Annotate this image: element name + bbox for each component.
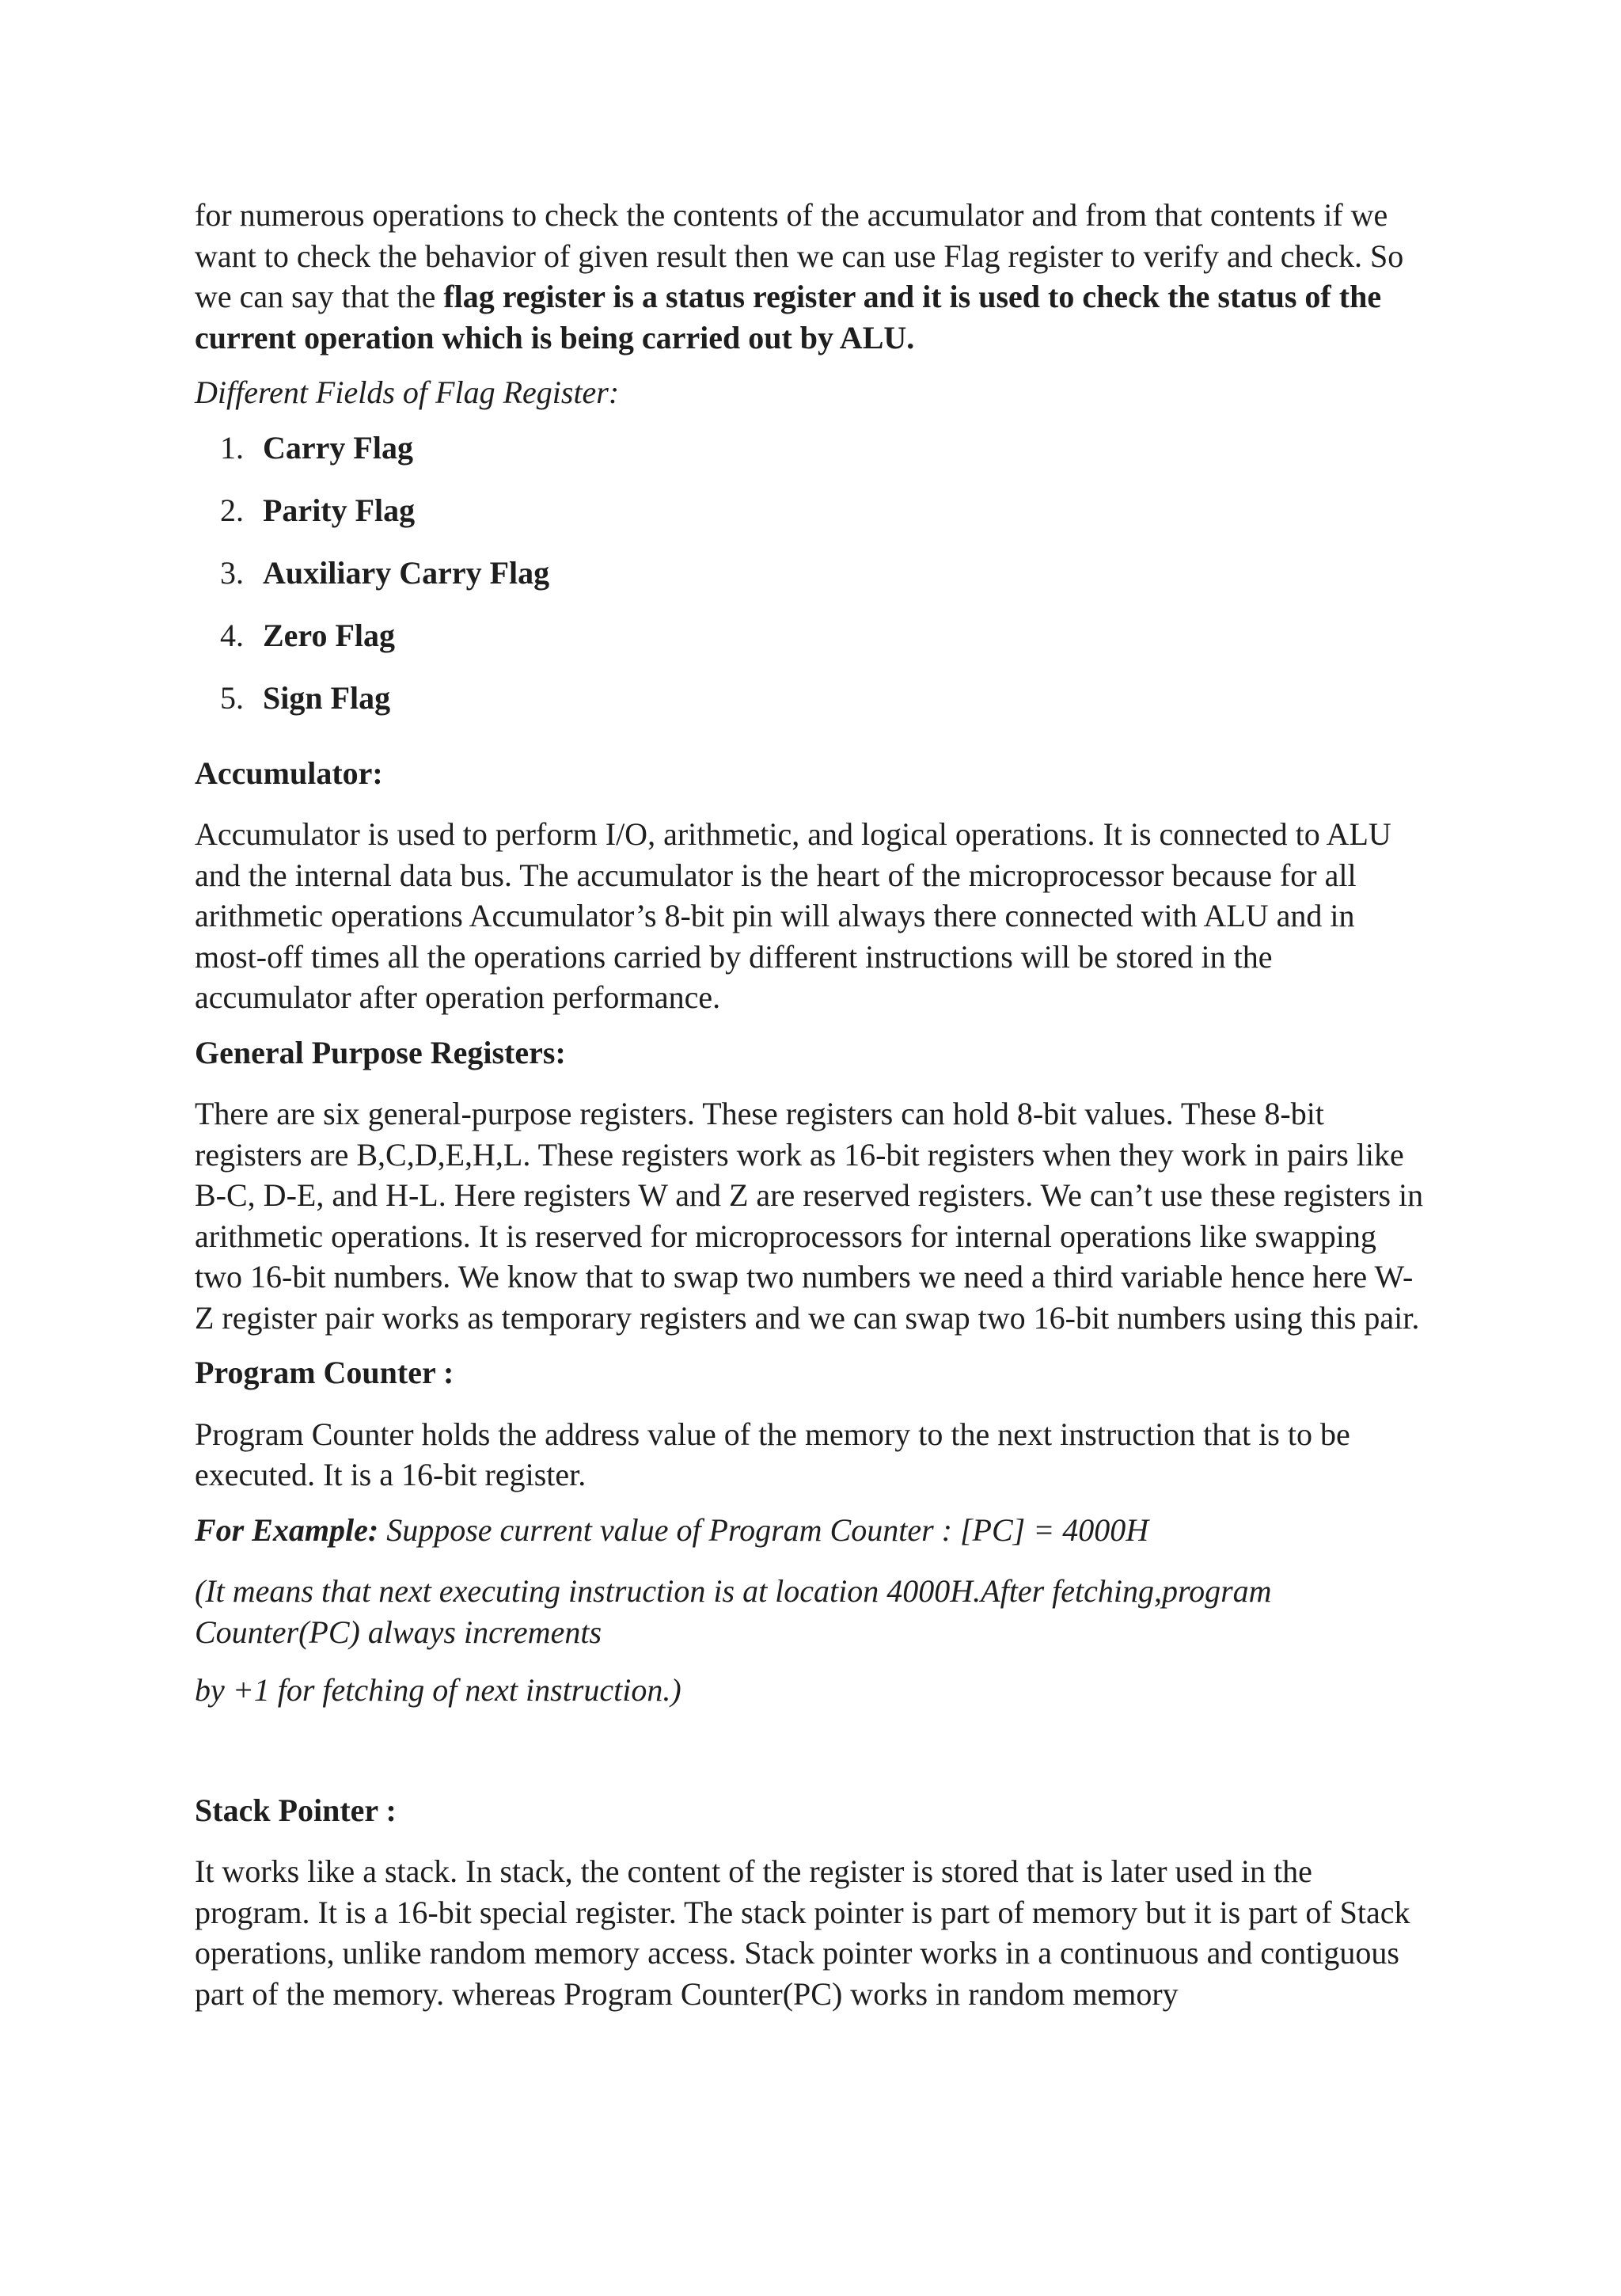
accumulator-paragraph: Accumulator is used to perform I/O, arithmetic, and logical operations. It is connected to ALU and the internal data bus. The accumulator is the heart of the microprocessor because for all arithmetic operations Accumulator’s 8-bit pin will always there connected with ALU and in most-off times all the operations carried by different instructions will be stored in the accumulator after operation performance. xyxy=(195,816,1391,1015)
general-purpose-paragraph: There are six general-purpose registers. These registers can hold 8-bit values. These 8-bit registers are B,C,D,E,H,L. These registers work as 16-bit registers when they work in pairs like B-C, D-E, and H-L. Here registers W and Z are reserved registers. We can’t use these registers in arithmetic operations. It is reserved for microprocessors for internal operations like swapping two 16-bit numbers. We know that to swap two numbers we need a third variable hence here W-Z register pair works as temporary registers and we can swap two 16-bit numbers using this pair. xyxy=(195,1096,1424,1336)
list-item xyxy=(195,615,1429,678)
list-item-label: Auxiliary Carry Flag xyxy=(263,554,550,591)
list-item-number: 4. xyxy=(220,617,244,653)
general-purpose-heading: General Purpose Registers: xyxy=(195,1034,566,1070)
list-item xyxy=(195,678,1429,740)
list-item xyxy=(195,428,1429,490)
list-item xyxy=(195,553,1429,615)
list-item-label: Sign Flag xyxy=(263,679,391,716)
list-item-number: 1. xyxy=(220,429,244,466)
example-lead: For Example: xyxy=(195,1511,379,1548)
program-counter-note-continued: by +1 for fetching of next instruction.) xyxy=(195,1672,681,1708)
program-counter-example xyxy=(195,1510,1429,1551)
stack-pointer-heading: Stack Pointer : xyxy=(195,1792,397,1828)
stack-pointer-paragraph: It works like a stack. In stack, the content of the register is stored that is later used in the program. It is a 16-bit special register. The stack pointer is part of memory but it is part of Stack operations, unlike random memory access. Stack pointer works in a continuous and contiguous part of the memory. whereas Program Counter(PC) works in random memory xyxy=(195,1853,1410,2012)
intro-text: for numerous operations to check the contents of the accumulator and from that contents if we want to check the behavior of given result then we can use Flag register to verify and check. So we can say that the xyxy=(195,197,1404,314)
example-text: Suppose current value of Program Counter : [PC] = 4000H xyxy=(378,1511,1149,1548)
list-item-label: Carry Flag xyxy=(263,429,413,466)
flag-fields-label: Different Fields of Flag Register: xyxy=(195,374,620,410)
list-item-number: 5. xyxy=(220,679,244,716)
intro-paragraph xyxy=(195,195,1429,358)
document-page xyxy=(195,195,1429,2028)
list-item-label: Zero Flag xyxy=(263,617,396,653)
list-item xyxy=(195,490,1429,553)
program-counter-heading: Program Counter : xyxy=(195,1355,454,1390)
flag-list xyxy=(195,428,1429,740)
list-item-label: Parity Flag xyxy=(263,492,416,528)
section-spacer xyxy=(195,1728,1429,1790)
list-item-number: 3. xyxy=(220,554,244,591)
intro-bold-text: flag register is a status register and it is used to check the status of the current operation which is being carried out by ALU. xyxy=(195,279,1382,355)
list-item-number: 2. xyxy=(220,492,244,528)
program-counter-note: (It means that next executing instruction is at location 4000H.After fetching,program Counter(PC) always increments xyxy=(195,1573,1272,1650)
accumulator-heading: Accumulator: xyxy=(195,755,383,791)
program-counter-paragraph: Program Counter holds the address value of the memory to the next instruction that is to be executed. It is a 16-bit register. xyxy=(195,1416,1350,1492)
